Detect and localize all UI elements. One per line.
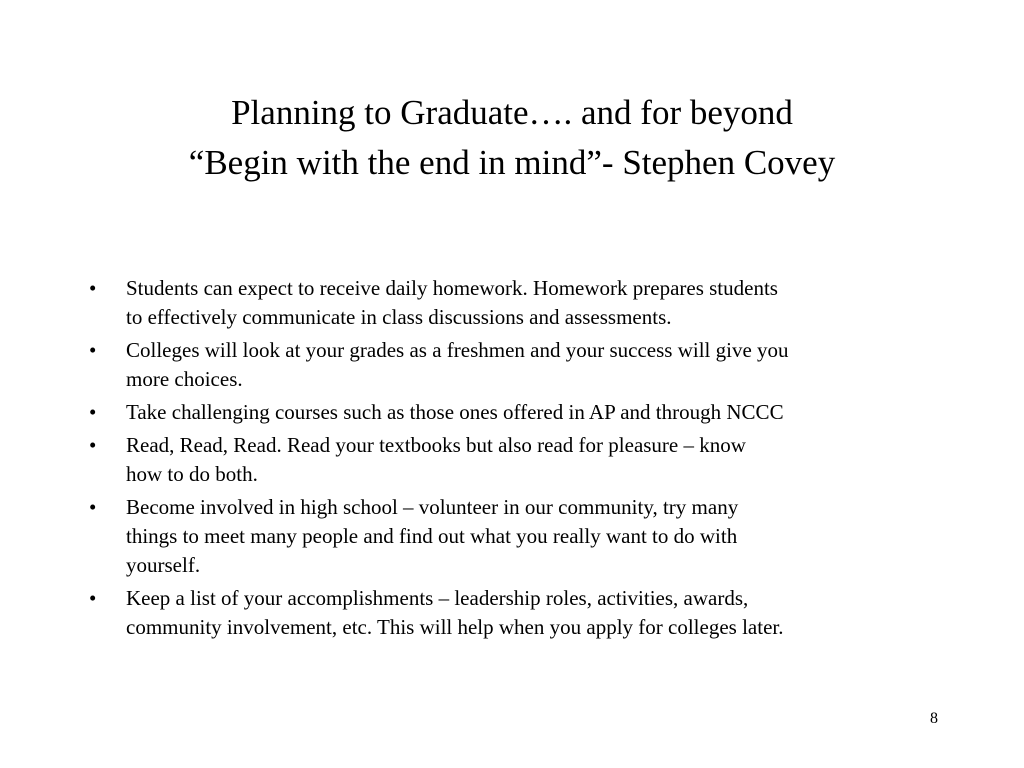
title-line-1: Planning to Graduate…. and for beyond (231, 93, 793, 132)
bullet-text-line: yourself. (126, 553, 201, 577)
bullet-list (89, 274, 949, 646)
bullet-text-line: Take challenging courses such as those ones offered in AP and through NCCC (126, 400, 784, 424)
bullet-text-line: Colleges will look at your grades as a freshmen and your success will give you (126, 338, 789, 362)
bullet-text-line: how to do both. (126, 462, 258, 486)
bullet-item (89, 274, 949, 332)
bullet-text-line: things to meet many people and find out what you really want to do with (126, 524, 738, 548)
page-number: 8 (930, 710, 938, 727)
bullet-item (89, 398, 949, 427)
bullet-icon: • (89, 276, 97, 300)
bullet-text-line: Become involved in high school – volunteer in our community, try many (126, 495, 739, 519)
bullet-icon: • (89, 586, 97, 610)
bullet-text-line: more choices. (126, 367, 243, 391)
bullet-icon: • (89, 433, 97, 457)
bullet-item (89, 584, 949, 642)
bullet-item (89, 336, 949, 394)
title-line-2: “Begin with the end in mind”- Stephen Covey (188, 143, 836, 182)
bullet-icon: • (89, 495, 97, 519)
bullet-text-line: Keep a list of your accomplishments – leadership roles, activities, awards, (126, 586, 749, 610)
bullet-item (89, 493, 949, 580)
bullet-text-line: Students can expect to receive daily homework. Homework prepares students (126, 276, 778, 300)
bullet-item (89, 431, 949, 489)
bullet-text-line: Read, Read, Read. Read your textbooks but also read for pleasure – know (126, 433, 746, 457)
slide-title (60, 88, 964, 188)
bullet-text-line: to effectively communicate in class discussions and assessments. (126, 305, 672, 329)
bullet-icon: • (89, 400, 97, 424)
bullet-text-line: community involvement, etc. This will help when you apply for colleges later. (126, 615, 784, 639)
bullet-icon: • (89, 338, 97, 362)
